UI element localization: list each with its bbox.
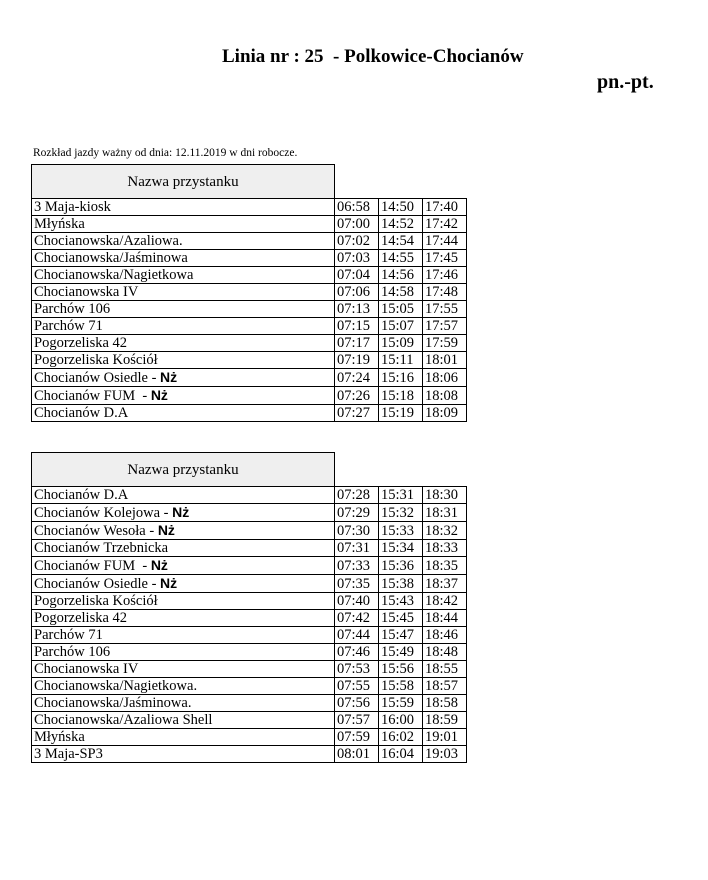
departure-time: 07:06 (335, 284, 379, 301)
departure-time: 15:31 (379, 487, 423, 504)
departure-time: 18:48 (423, 644, 467, 661)
stop-name-cell (32, 284, 335, 301)
departure-time: 16:04 (379, 746, 423, 763)
departure-time: 07:02 (335, 233, 379, 250)
stop-name: Parchów 71 (34, 627, 103, 643)
departure-time: 07:44 (335, 627, 379, 644)
departure-time: 07:40 (335, 593, 379, 610)
departure-time: 15:16 (379, 369, 423, 387)
stop-name: Pogorzeliska Kościół (34, 352, 158, 368)
stop-name: Młyńska (34, 216, 85, 232)
on-request-stop-marker: Nż (172, 504, 190, 520)
stop-name: Parchów 106 (34, 301, 111, 317)
stop-name: Chocianów Osiedle - (34, 576, 161, 592)
departure-time: 07:29 (335, 504, 379, 522)
departure-time: 15:47 (379, 627, 423, 644)
departure-time: 15:59 (379, 695, 423, 712)
validity-note: Rozkład jazdy ważny od dnia: 12.11.2019 w dni robocze. (33, 147, 298, 159)
stop-name: Chocianowska/Jaśminowa. (34, 695, 192, 711)
departure-time: 18:55 (423, 661, 467, 678)
stop-name-cell (32, 695, 335, 712)
table-row (32, 712, 467, 729)
departure-time: 07:27 (335, 405, 379, 422)
departure-time: 15:36 (379, 557, 423, 575)
departure-time: 15:09 (379, 335, 423, 352)
departure-time: 07:59 (335, 729, 379, 746)
departure-time: 15:56 (379, 661, 423, 678)
stop-name-cell (32, 318, 335, 335)
departure-time: 17:42 (423, 216, 467, 233)
departure-time: 14:54 (379, 233, 423, 250)
header-spacer (335, 165, 467, 199)
stop-name-cell (32, 250, 335, 267)
departure-time: 18:57 (423, 678, 467, 695)
departure-time: 07:24 (335, 369, 379, 387)
departure-time: 18:08 (423, 387, 467, 405)
departure-time: 17:57 (423, 318, 467, 335)
stop-name-cell (32, 216, 335, 233)
table-row (32, 522, 467, 540)
departure-time: 18:35 (423, 557, 467, 575)
departure-time: 18:42 (423, 593, 467, 610)
service-days: pn.-pt. (597, 71, 654, 93)
table-row (32, 644, 467, 661)
stop-name-cell (32, 575, 335, 593)
stop-name: Chocianowska/Azaliowa Shell (34, 712, 213, 728)
departure-time: 15:19 (379, 405, 423, 422)
table-row (32, 557, 467, 575)
departure-time: 18:33 (423, 540, 467, 557)
stop-name: Parchów 106 (34, 644, 111, 660)
stop-name: Chocianów Wesoła - (34, 523, 158, 539)
stop-name: 3 Maja-kiosk (34, 199, 111, 215)
table-row (32, 661, 467, 678)
departure-time: 18:32 (423, 522, 467, 540)
departure-time: 16:00 (379, 712, 423, 729)
departure-time: 14:52 (379, 216, 423, 233)
stop-name-cell (32, 233, 335, 250)
stop-name-cell (32, 301, 335, 318)
stop-name: Pogorzeliska 42 (34, 610, 128, 626)
departure-time: 07:17 (335, 335, 379, 352)
stop-name-cell (32, 678, 335, 695)
departure-time: 18:58 (423, 695, 467, 712)
departure-time: 18:59 (423, 712, 467, 729)
on-request-stop-marker: Nż (160, 369, 178, 385)
header-spacer (335, 453, 467, 487)
stop-name: Chocianów D.A (34, 487, 129, 503)
stop-name-cell (32, 387, 335, 405)
table-row (32, 216, 467, 233)
table-row (32, 267, 467, 284)
departure-time: 15:34 (379, 540, 423, 557)
departure-time: 17:46 (423, 267, 467, 284)
departure-time: 15:38 (379, 575, 423, 593)
departure-time: 07:15 (335, 318, 379, 335)
stop-name: Chocianów Trzebnicka (34, 540, 169, 556)
departure-time: 07:04 (335, 267, 379, 284)
table-row (32, 387, 467, 405)
departure-time: 07:28 (335, 487, 379, 504)
stop-name-cell (32, 487, 335, 504)
stop-name-cell (32, 335, 335, 352)
departure-time: 17:48 (423, 284, 467, 301)
stop-name-cell (32, 557, 335, 575)
departure-time: 07:55 (335, 678, 379, 695)
stop-name: Pogorzeliska 42 (34, 335, 128, 351)
stop-name-cell (32, 267, 335, 284)
table-row (32, 504, 467, 522)
departure-time: 07:42 (335, 610, 379, 627)
stop-name: Chocianowska IV (34, 284, 139, 300)
table-row (32, 575, 467, 593)
stop-name: Chocianowska/Nagietkowa. (34, 678, 198, 694)
table-row (32, 233, 467, 250)
table-row (32, 540, 467, 557)
table-row (32, 610, 467, 627)
departure-time: 07:03 (335, 250, 379, 267)
departure-time: 17:40 (423, 199, 467, 216)
stop-name: Parchów 71 (34, 318, 103, 334)
stop-name: Chocianowska IV (34, 661, 139, 677)
departure-time: 18:09 (423, 405, 467, 422)
stop-name: Chocianów FUM - (34, 388, 151, 404)
page-title: Linia nr : 25 - Polkowice-Chocianów (222, 46, 524, 67)
departure-time: 15:33 (379, 522, 423, 540)
departure-time: 15:49 (379, 644, 423, 661)
departure-time: 07:33 (335, 557, 379, 575)
table-row (32, 301, 467, 318)
departure-time: 15:45 (379, 610, 423, 627)
departure-time: 17:59 (423, 335, 467, 352)
table-row (32, 352, 467, 369)
departure-time: 07:13 (335, 301, 379, 318)
departure-time: 15:11 (379, 352, 423, 369)
stop-name: Pogorzeliska Kościół (34, 593, 158, 609)
table-row (32, 729, 467, 746)
stop-name-cell (32, 644, 335, 661)
column-header-stop-name: Nazwa przystanku (32, 453, 335, 487)
stop-name: Chocianów Kolejowa - (34, 505, 173, 521)
table-header-row (32, 165, 467, 199)
stop-name-cell (32, 405, 335, 422)
departure-time: 07:30 (335, 522, 379, 540)
departure-time: 07:31 (335, 540, 379, 557)
stop-name-cell (32, 712, 335, 729)
table-row (32, 627, 467, 644)
departure-time: 07:53 (335, 661, 379, 678)
departure-time: 14:58 (379, 284, 423, 301)
departure-time: 07:35 (335, 575, 379, 593)
departure-time: 17:55 (423, 301, 467, 318)
timetable-return (31, 452, 467, 763)
departure-time: 16:02 (379, 729, 423, 746)
departure-time: 15:07 (379, 318, 423, 335)
stop-name: Chocianów D.A (34, 405, 129, 421)
departure-time: 18:31 (423, 504, 467, 522)
departure-time: 06:58 (335, 199, 379, 216)
stop-name-cell (32, 593, 335, 610)
departure-time: 18:30 (423, 487, 467, 504)
table-row (32, 695, 467, 712)
departure-time: 08:01 (335, 746, 379, 763)
stop-name-cell (32, 199, 335, 216)
departure-time: 07:00 (335, 216, 379, 233)
departure-time: 15:18 (379, 387, 423, 405)
departure-time: 18:37 (423, 575, 467, 593)
departure-time: 17:45 (423, 250, 467, 267)
stop-name: Chocianowska/Azaliowa. (34, 233, 183, 249)
departure-time: 14:55 (379, 250, 423, 267)
departure-time: 18:01 (423, 352, 467, 369)
on-request-stop-marker: Nż (160, 575, 178, 591)
departure-time: 17:44 (423, 233, 467, 250)
departure-time: 19:03 (423, 746, 467, 763)
table-row (32, 678, 467, 695)
departure-time: 14:56 (379, 267, 423, 284)
column-header-stop-name: Nazwa przystanku (32, 165, 335, 199)
departure-time: 07:26 (335, 387, 379, 405)
stop-name: Chocianowska/Jaśminowa (34, 250, 188, 266)
timetable-outbound (31, 164, 467, 422)
on-request-stop-marker: Nż (150, 387, 168, 403)
table-row (32, 199, 467, 216)
stop-name-cell (32, 627, 335, 644)
departure-time: 18:06 (423, 369, 467, 387)
stop-name: Młyńska (34, 729, 85, 745)
stop-name-cell (32, 729, 335, 746)
stop-name-cell (32, 504, 335, 522)
on-request-stop-marker: Nż (157, 522, 175, 538)
departure-time: 19:01 (423, 729, 467, 746)
departure-time: 15:58 (379, 678, 423, 695)
table-row (32, 335, 467, 352)
stop-name-cell (32, 352, 335, 369)
table-row (32, 284, 467, 301)
stop-name-cell (32, 369, 335, 387)
table-header-row (32, 453, 467, 487)
table-row (32, 250, 467, 267)
table-row (32, 318, 467, 335)
departure-time: 15:05 (379, 301, 423, 318)
table-row (32, 369, 467, 387)
departure-time: 18:46 (423, 627, 467, 644)
departure-time: 07:57 (335, 712, 379, 729)
on-request-stop-marker: Nż (150, 557, 168, 573)
departure-time: 14:50 (379, 199, 423, 216)
table-row (32, 746, 467, 763)
departure-time: 07:56 (335, 695, 379, 712)
departure-time: 15:43 (379, 593, 423, 610)
departure-time: 18:44 (423, 610, 467, 627)
table-row (32, 593, 467, 610)
departure-time: 07:46 (335, 644, 379, 661)
stop-name-cell (32, 610, 335, 627)
table-row (32, 405, 467, 422)
stop-name-cell (32, 522, 335, 540)
table-row (32, 487, 467, 504)
stop-name: Chocianów Osiedle - (34, 370, 161, 386)
stop-name-cell (32, 661, 335, 678)
departure-time: 07:19 (335, 352, 379, 369)
stop-name: 3 Maja-SP3 (34, 746, 103, 762)
stop-name: Chocianów FUM - (34, 558, 151, 574)
departure-time: 15:32 (379, 504, 423, 522)
stop-name-cell (32, 540, 335, 557)
stop-name: Chocianowska/Nagietkowa (34, 267, 194, 283)
stop-name-cell (32, 746, 335, 763)
